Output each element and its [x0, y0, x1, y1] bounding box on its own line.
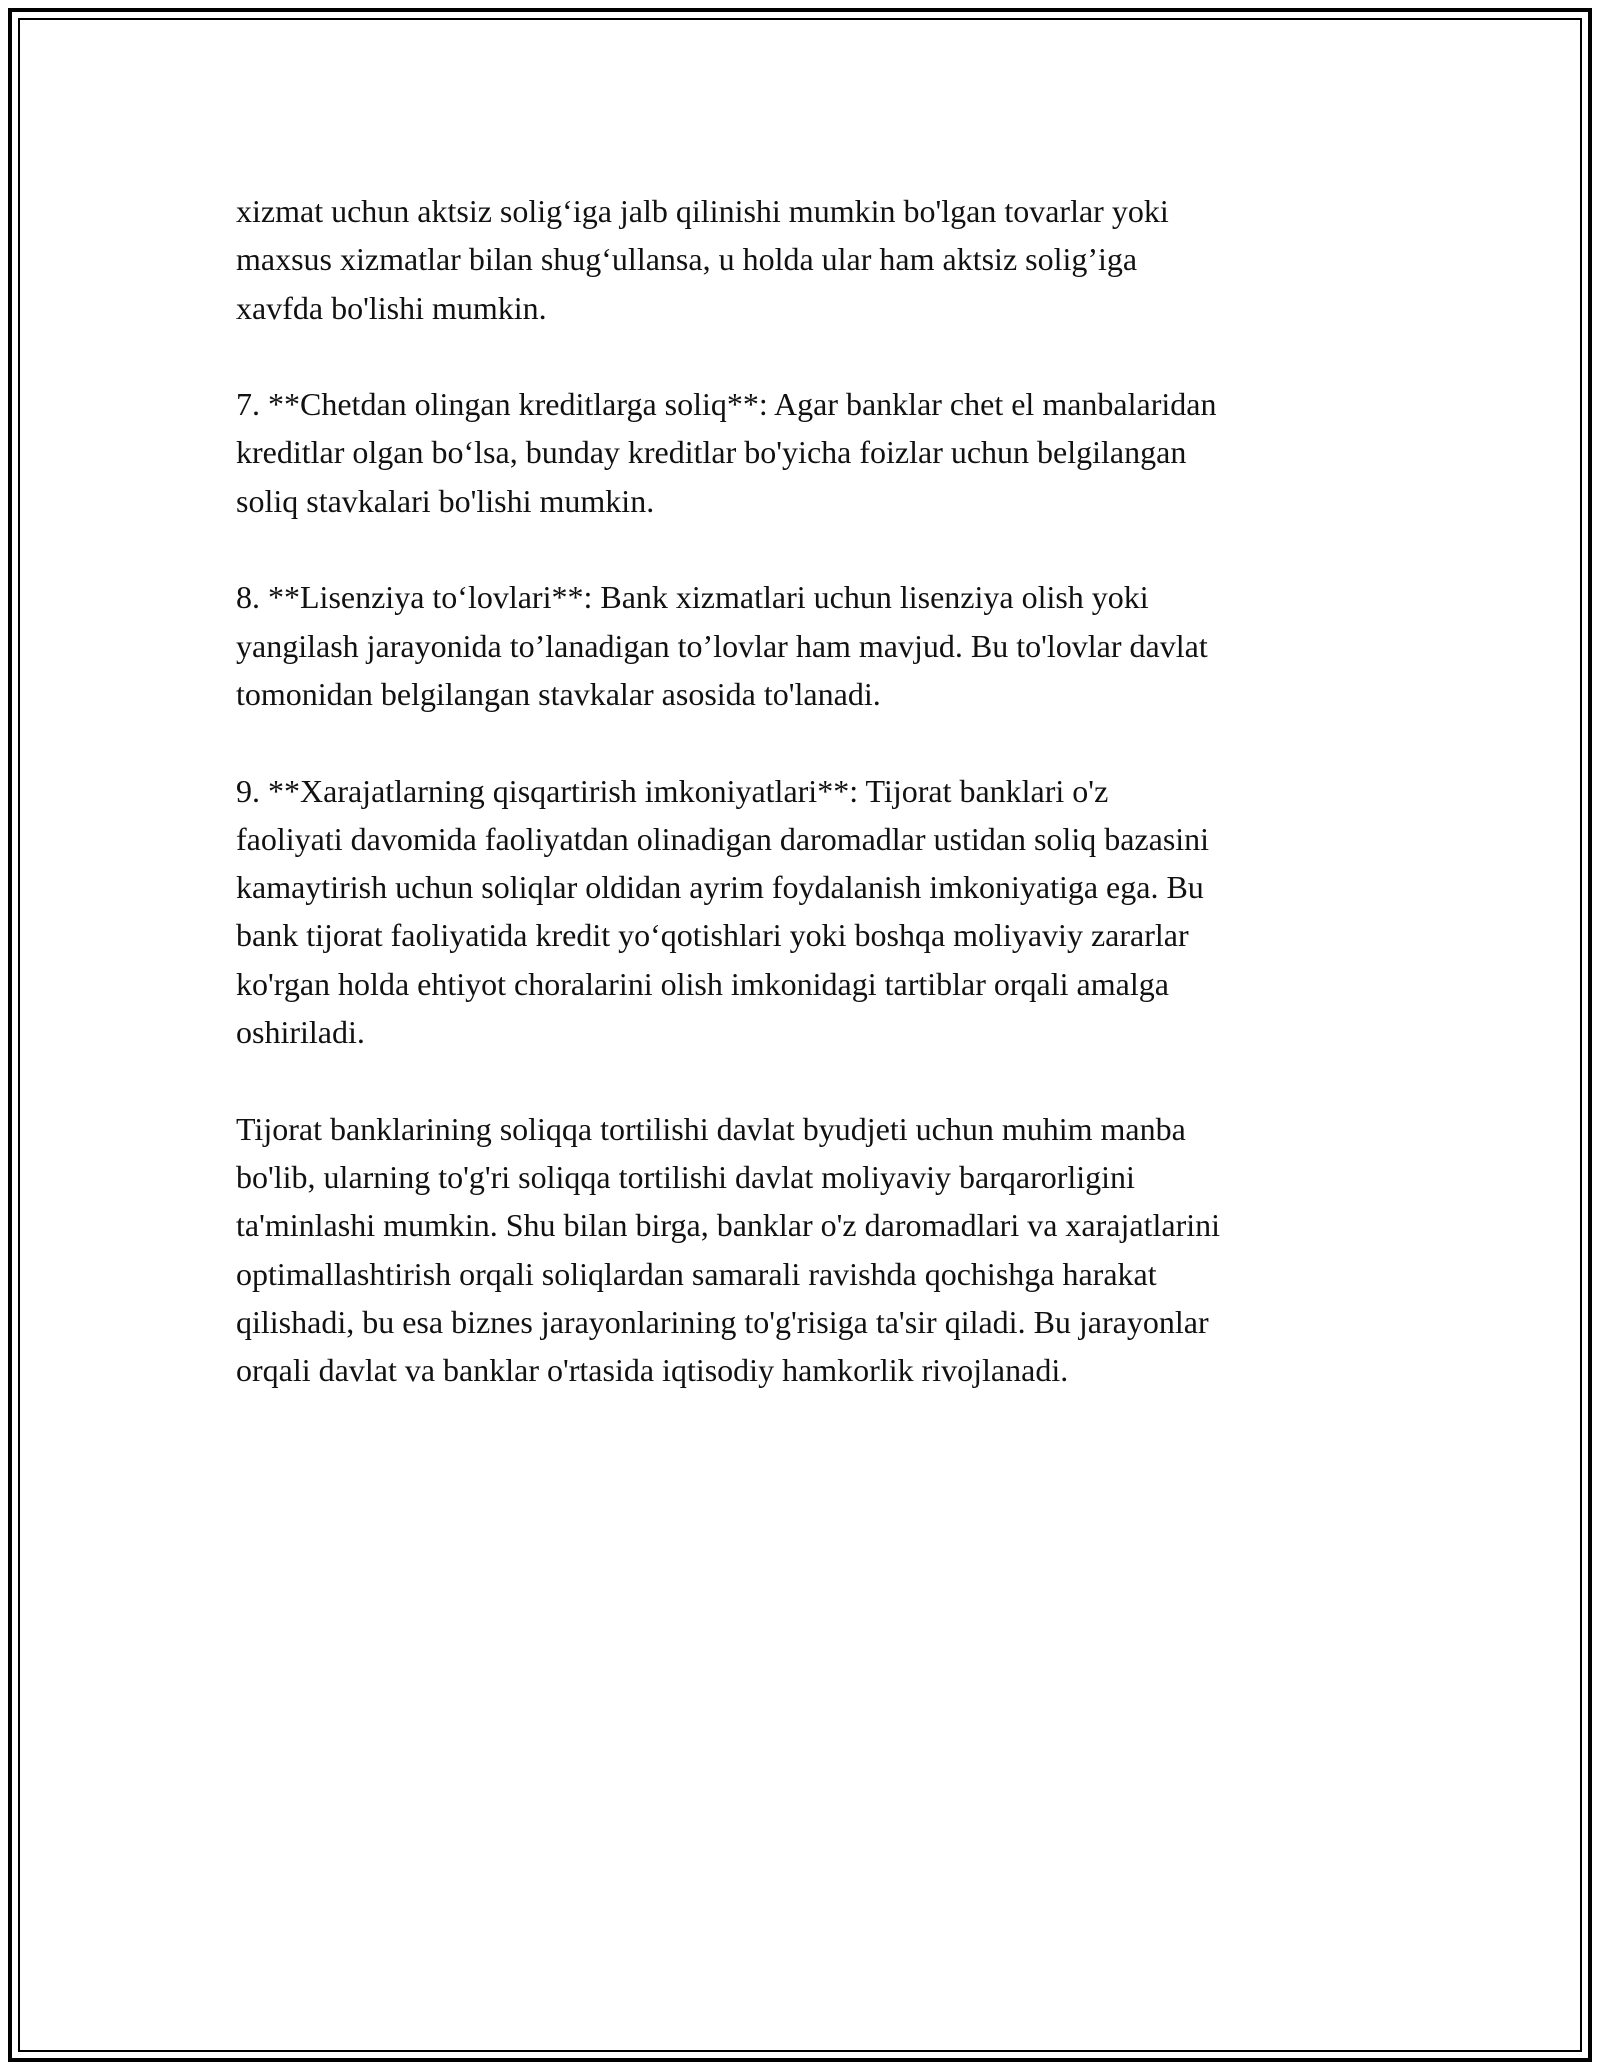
paragraph-item-8-license-fees: 8. **Lisenziya to‘lovlari**: Bank xizmatlari uchun lisenziya olish yoki yangilash jarayonida to’lanadigan to’lovlar ham mavjud. Bu to'lovlar davlat tomonidan belgilangan stavkalar asosida to'lanadi. — [236, 579, 1208, 712]
paragraph-excise-tax-continuation: xizmat uchun aktsiz solig‘iga jalb qilinishi mumkin bo'lgan tovarlar yoki maxsus xizmatlar bilan shug‘ullansa, u holda ular ham aktsiz solig’iga xavfda bo'lishi mumkin. — [236, 193, 1169, 326]
paragraph-item-9-expense-reduction: 9. **Xarajatlarning qisqartirish imkoniyatlari**: Tijorat banklari o'z faoliyati davomida faoliyatdan olinadigan daromadlar ustidan soliq bazasini kamaytirish uchun soliqlar oldidan ayrim foydalanish imkoniyatiga ega. Bu bank tijorat faoliyatida kredit yo‘qotishlari yoki boshqa moliyaviy zararlar ko'rgan holda ehtiyot choralarini olish imkonidagi tartiblar orqali amalga oshiriladi. — [236, 772, 1210, 1051]
document-body — [236, 187, 1376, 1394]
paragraph-conclusion: Tijorat banklarining soliqqa tortilishi davlat byudjeti uchun muhim manba bo'lib, ularning to'g'ri soliqqa tortilishi davlat moliyaviy barqarorligini ta'minlashi mumkin. Shu bilan birga, banklar o'z daromadlari va xarajatlarini optimallashtirish orqali soliqlardan samarali ravishda qochishga harakat qilishadi, bu esa biznes jarayonlarining to'g'risiga ta'sir qiladi. Bu jarayonlar orqali davlat va banklar o'rtasida iqtisodiy hamkorlik rivojlanadi. — [236, 1110, 1220, 1389]
paragraph-item-7-foreign-credits: 7. **Chetdan olingan kreditlarga soliq**: Agar banklar chet el manbalaridan kreditlar olgan bo‘lsa, bunday kreditlar bo'yicha foizlar uchun belgilangan soliq stavkalari bo'lishi mumkin. — [236, 386, 1217, 519]
